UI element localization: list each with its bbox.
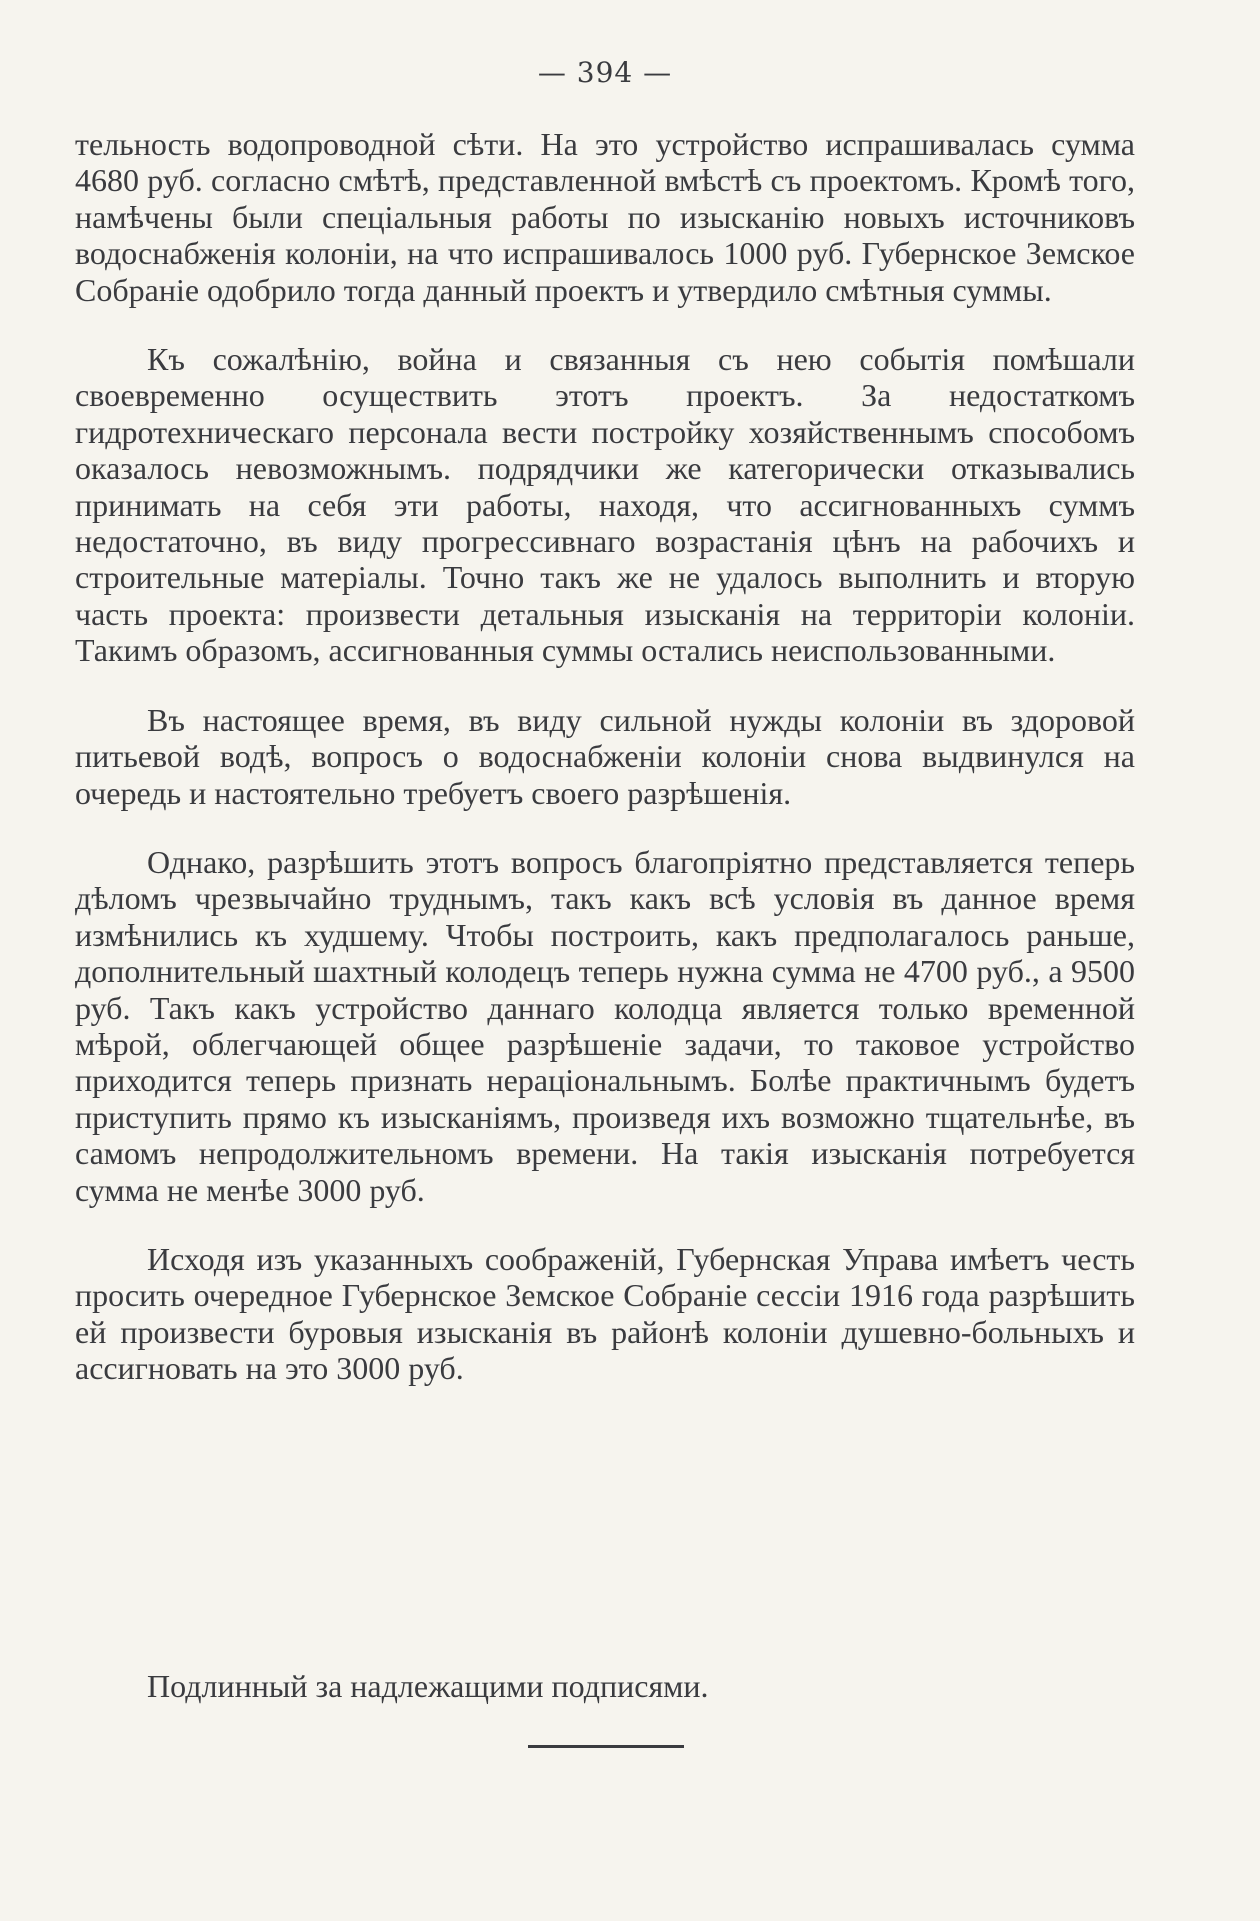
paragraph-current-need: Въ настоящее время, въ виду сильной нужды колоніи въ здоровой питьевой водѣ, вопросъ о водоснабженіи колоніи снова выдвинулся на очередь и настоятельно требуетъ своего разрѣшенія. — [75, 701, 1135, 811]
paragraph-request: Исходя изъ указанныхъ соображеній, Губернская Управа имѣетъ честь просить очередное Губернское Земское Собраніе сессіи 1916 года разрѣшить ей произвести буровыя изысканія въ районѣ колоніи душевно-больныхъ и ассигновать на это 3000 руб. — [75, 1240, 1135, 1387]
paragraph-continuation: тельность водопроводной сѣти. На это устройство испрашивалась сумма 4680 руб. согласно смѣтѣ, представленной вмѣстѣ съ проектомъ. Кромѣ того, намѣчены были спеціальныя работы по изысканію новыхъ источниковъ водоснабженія колоніи, на что испрашивалось 1000 руб. Губернское Земское Собраніе одобрило тогда данный проектъ и утвердило смѣтныя суммы. — [75, 126, 1135, 308]
document-body — [75, 126, 1135, 1420]
paragraph-difficulty: Однако, разрѣшить этотъ вопросъ благопріятно представляется теперь дѣломъ чрезвычайно труднымъ, такъ какъ всѣ условія въ данное время измѣнились къ худшему. Чтобы построить, какъ предполагалось раньше, дополнительный шахтный колодецъ теперь нужна сумма не 4700 руб., а 9500 руб. Такъ какъ устройство даннаго колодца является только временной мѣрой, облегчающей общее разрѣшеніе задачи, то таковое устройство приходится теперь признать нераціональнымъ. Болѣе практичнымъ будетъ приступить прямо къ изысканіямъ, произведя ихъ возможно тщательнѣе, въ самомъ непродолжительномъ времени. На такія изысканія потребуется сумма не менѣе 3000 руб. — [75, 843, 1135, 1208]
closing-rule — [528, 1745, 684, 1748]
signature-note: Подлинный за надлежащими подписями. — [147, 1668, 709, 1704]
paragraph-war-delay: Къ сожалѣнію, война и связанныя съ нею событія помѣшали своевременно осуществить этотъ проектъ. За недостаткомъ гидротехническаго персонала вести постройку хозяйственнымъ способомъ оказалось невозможнымъ. подрядчики же категорически отказывались принимать на себя эти работы, находя, что ассигнованныхъ суммъ недостаточно, въ виду прогрессивнаго возрастанія цѣнъ на рабочихъ и строительные матеріалы. Точно такъ же не удалось выполнить и вторую часть проекта: произвести детальныя изысканія на территоріи колоніи. Такимъ образомъ, ассигнованныя суммы остались неиспользованными. — [75, 341, 1135, 669]
page-number: — 394 — — [537, 56, 673, 89]
